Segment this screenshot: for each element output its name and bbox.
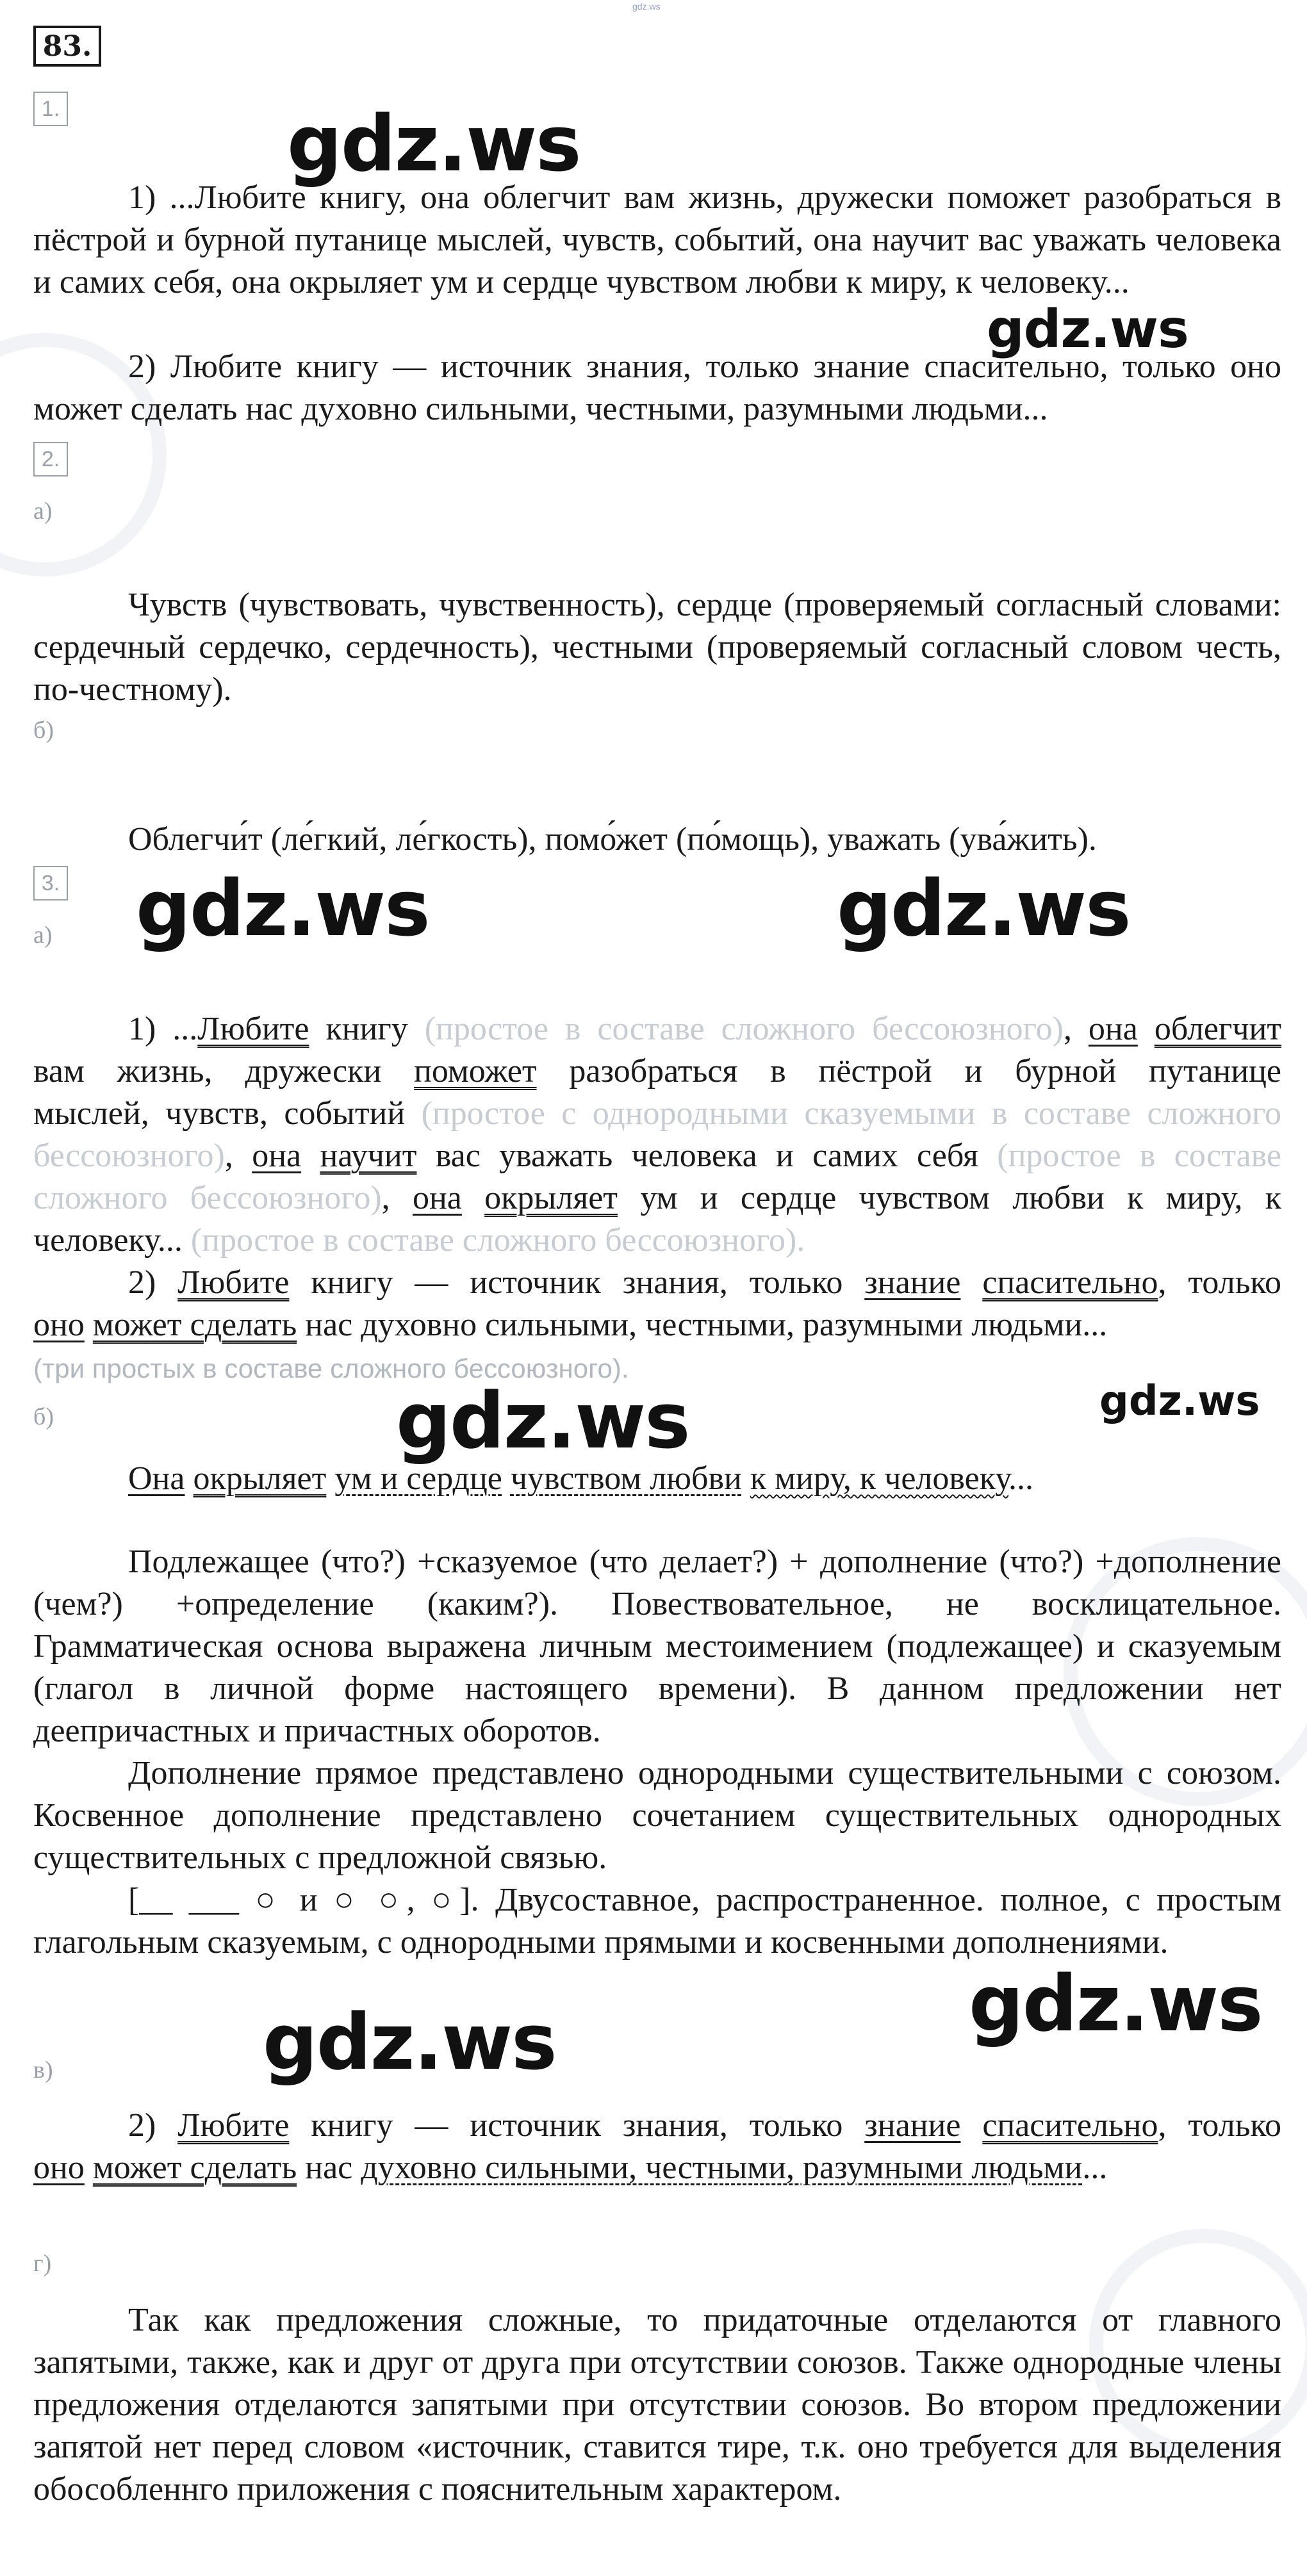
subject: она: [252, 1137, 302, 1174]
annotation: (простое с однородными сказуемыми в составе сложного: [421, 1095, 1281, 1132]
object: ум и сердце: [334, 1460, 502, 1497]
watermark-gdz: gdz.ws: [136, 865, 429, 954]
subject: знание: [864, 1264, 961, 1301]
annotation: (простое в составе сложного бессоюзного).: [190, 1222, 805, 1259]
section3-b-objects: Дополнение прямое представлено однородными существительными с союзом. Косвенное дополнение представлено сочетанием существительных однородных существительных с предложной связью.: [33, 1755, 1281, 1876]
section3-v-parsed-text: 2) Любите книгу — источник знания, только знание спасительно, только оно может сделать нас духовно сильными, честными, разумными людьми...: [33, 2107, 1282, 2186]
subject: она: [412, 1180, 462, 1216]
annotation: (простое в составе сложного бессоюзного): [424, 1011, 1064, 1047]
section2-b-text: Облегчи́т (ле́гкий, ле́гкость), помо́жет (по́мощь), уважать (ува́жить).: [128, 821, 1097, 858]
section1-paragraph-2: 2) Любите книгу — источник знания, только знание спасительно, только оно может сделать нас духовно сильными, честными, разумными людьми...: [33, 348, 1281, 427]
predicate: научит: [320, 1137, 417, 1174]
section3-b-sentence: Она окрыляет ум и сердце чувством любви к миру, к человеку...: [128, 1460, 1034, 1497]
predicate: облегчит: [1154, 1011, 1282, 1047]
subsection-label-g: г): [33, 2250, 52, 2277]
attribute: к миру, к человеку: [750, 1460, 1009, 1497]
section3-a-parsed-text: 1) ...Любите книгу (простое в составе сложного бессоюзного), она облегчит вам жизнь, дружески поможет разобраться в пёстрой и бурной путанице мыслей, чувств, событий (простое с однородными сказуемыми в составе сложного бессоюзного), она научит вас уважать человека и самих себя (простое в составе сложного бессоюзного), она окрыляет ум и сердце чувством любви к миру, к человеку... (простое в составе сложного бессоюзного). 2) Любите книгу — источник знания, только знание спасительно, только оно может сделать нас духовно сильными, честными, разумными людьми... (три простых в составе сложного бессоюзного).: [33, 1011, 1282, 1383]
section3-b-scheme: [__ ___ ○ и ○ ○, ○]. Двусоставное, распространенное. полное, с простым глагольным сказуемым, с однородными прямыми и косвенными дополнениями.: [33, 1882, 1281, 1961]
subsection-label-b: б): [33, 1403, 54, 1430]
predicate: окрыляет: [193, 1460, 327, 1497]
subject: оно: [33, 2149, 85, 2186]
section-marker-1: 1.: [33, 92, 68, 126]
predicate: Любите: [177, 1264, 290, 1301]
watermark-gdz: gdz.ws: [396, 1377, 689, 1466]
section3-b-analysis: Подлежащее (что?) +сказуемое (что делает?) + дополнение (что?) +дополнение (чем?) +определение (каким?). Повествовательное, не восклицательное. Грамматическая основа выражена личным местоимением (подлежащее) и сказуемым (глагол в личной форме настоящего времени). В данном предложении нет деепричастных и причастных оборотов.: [33, 1544, 1281, 1749]
attribute: духовно сильными, честными, разумными людьми: [361, 2149, 1083, 2186]
object: чувством любви: [510, 1460, 742, 1497]
watermark-gdz: gdz.ws: [969, 1960, 1262, 2049]
predicate: спасительно: [982, 2107, 1158, 2144]
predicate: может сделать: [92, 2149, 297, 2186]
section-marker-2: 2.: [33, 442, 68, 477]
predicate: окрыляет: [484, 1180, 618, 1216]
subject: Она: [128, 1460, 185, 1497]
watermark-gdz: gdz.ws: [263, 1998, 556, 2087]
predicate: спасительно: [982, 1264, 1158, 1301]
top-watermark: gdz.ws: [632, 1, 661, 12]
annotation: (три простых в составе сложного бессоюзного).: [33, 1353, 629, 1383]
predicate: может сделать: [92, 1307, 297, 1343]
section-marker-3: 3.: [33, 866, 68, 901]
annotation: сложного бессоюзного): [33, 1180, 382, 1216]
predicate: Любите: [177, 2107, 290, 2144]
predicate: поможет: [414, 1053, 537, 1089]
watermark-gdz: gdz.ws: [1099, 1378, 1260, 1425]
watermark-gdz: gdz.ws: [287, 100, 580, 189]
section1-paragraph-1: 1) ...Любите книгу, она облегчит вам жизнь, дружески поможет разобраться в пёстрой и бурной путанице мыслей, чувств, событий, она научит вас уважать человека и самих себя, она окрыляет ум и сердце чувством любви к миру, к человеку...: [33, 179, 1281, 300]
predicate: Любите: [197, 1011, 309, 1047]
subsection-label-a: а): [33, 922, 53, 949]
annotation: (простое в составе: [997, 1137, 1281, 1174]
subsection-label-b: б): [33, 717, 54, 744]
subject: знание: [864, 2107, 961, 2144]
task-number: 83.: [33, 26, 101, 67]
annotation: бессоюзного): [33, 1137, 225, 1174]
subject: оно: [33, 1307, 85, 1343]
section2-a-text: Чувств (чувствовать, чувственность), сердце (проверяемый согласный словами: сердечный сердечко, сердечность), честными (проверяемый согласный словом честь, по-честному).: [33, 587, 1281, 708]
subject: она: [1088, 1011, 1138, 1047]
watermark-gdz: gdz.ws: [837, 865, 1130, 954]
subsection-label-a: а): [33, 498, 53, 525]
subsection-label-v: в): [33, 2057, 53, 2083]
watermark-gdz: gdz.ws: [987, 299, 1188, 360]
section3-g-text: Так как предложения сложные, то придаточные отделаются от главного запятыми, также, как и друг от друга при отсутствии союзов. Также однородные члены предложения отделаются запятыми при отсутствии союзов. Во втором предложении запятой нет перед словом «источник, ставится тире, т.к. оно требуется для выделения обособленнго приложения с пояснительным характером.: [33, 2302, 1281, 2507]
